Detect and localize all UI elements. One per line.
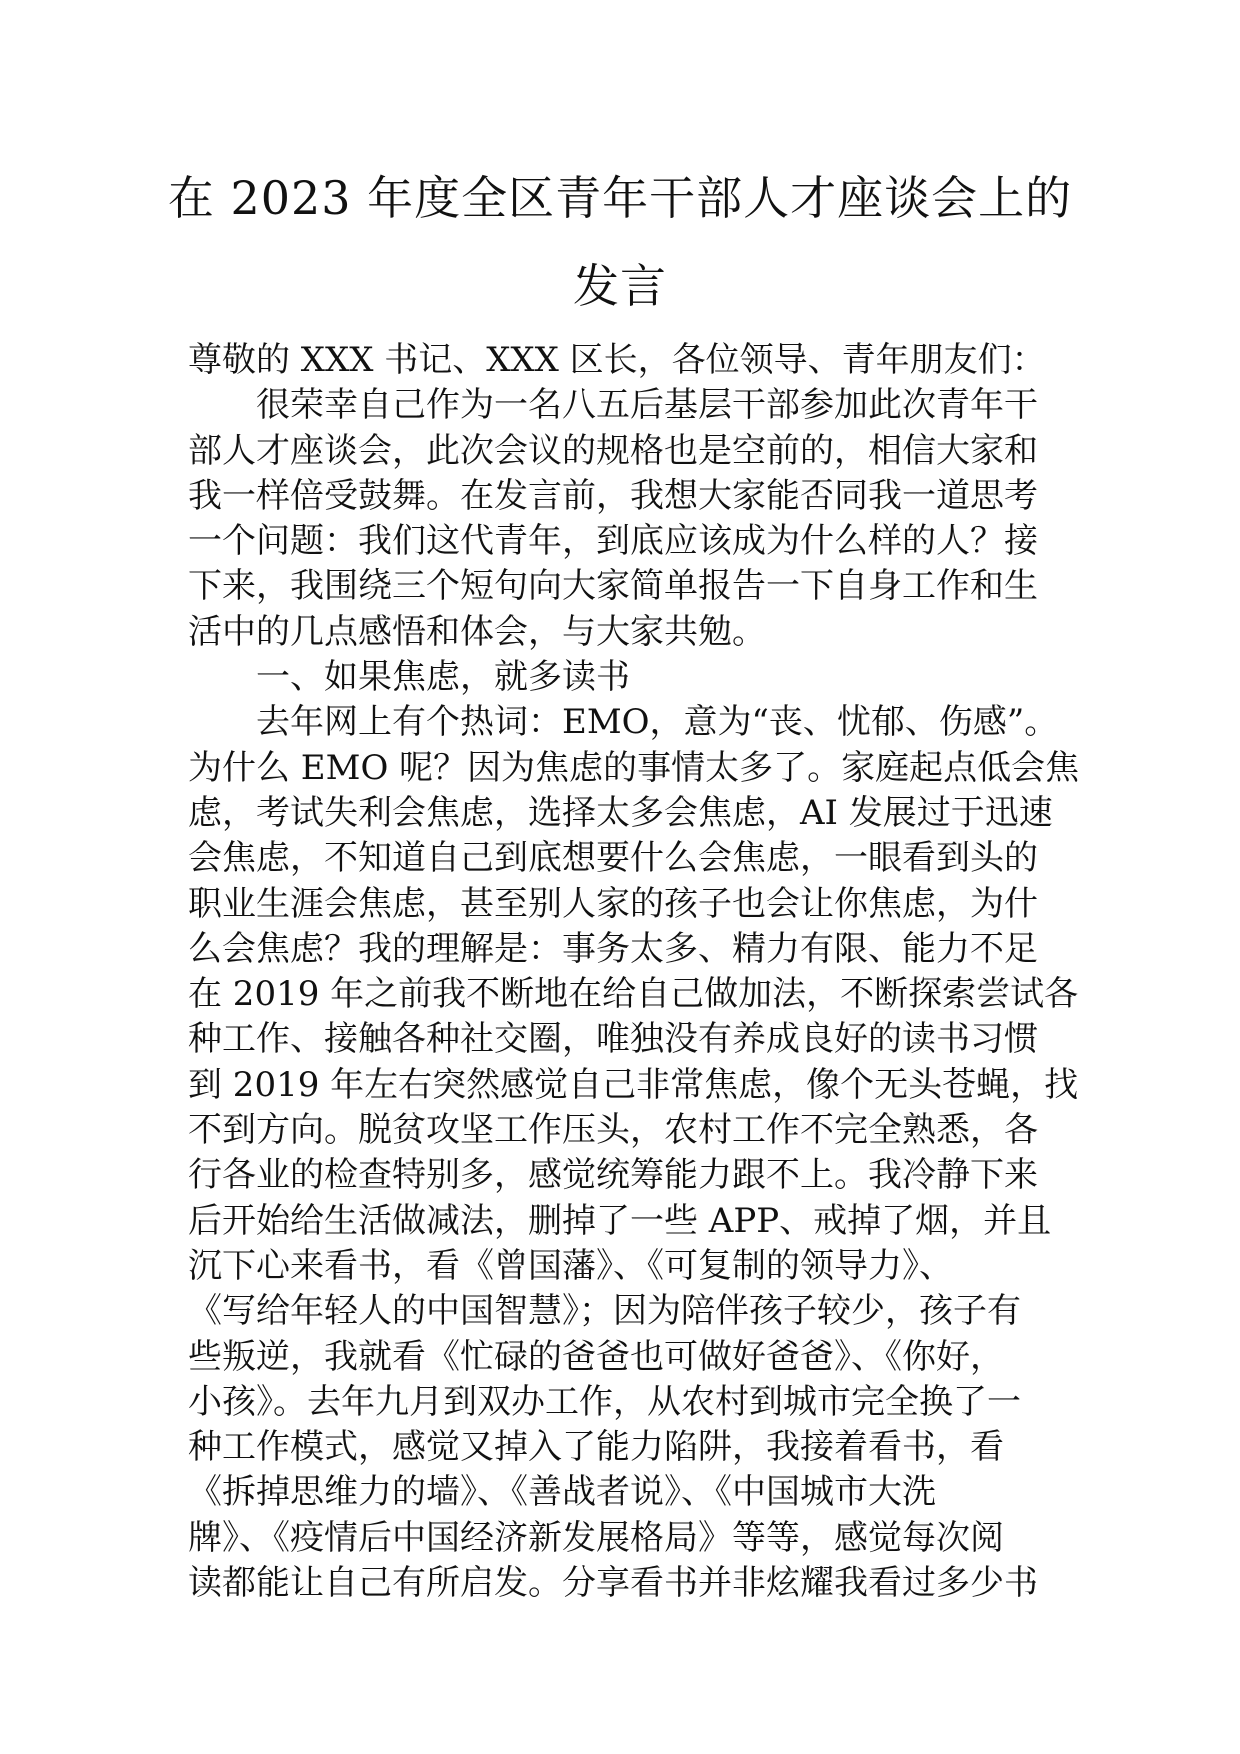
body-text-line: 行各业的检查特别多，感觉统筹能力跟不上。我冷静下来 [188,1155,1038,1196]
body-text-line: 不到方向。脱贫攻坚工作压头，农村工作不完全熟悉，各 [188,1110,1038,1151]
body-text-line: 去年网上有个热词：EMO，意为“丧、忧郁、伤感”。 [256,702,1059,743]
body-text-line: 些叛逆，我就看《忙碌的爸爸也可做好爸爸》、《你好， [188,1336,1004,1377]
section-heading: 一、如果焦虑，就多读书 [256,657,630,698]
body-text-line: 为什么 EMO 呢？因为焦虑的事情太多了。家庭起点低会焦 [188,747,1080,788]
body-text-line: 尊敬的 XXX 书记、XXX 区长，各位领导、青年朋友们： [188,340,1046,380]
body-text-line: 在 2019 年之前我不断地在给自己做加法，不断探索尝试各 [188,974,1079,1015]
body-text-line: 种工作、接触各种社交圈，唯独没有养成良好的读书习惯 [188,1019,1038,1060]
body-text-line: 下来，我围绕三个短句向大家简单报告一下自身工作和生 [188,566,1038,607]
body-text-line: 小孩》。去年九月到双办工作，从农村到城市完全换了一 [188,1381,1021,1422]
document-title-line-2: 发言 [573,259,667,313]
body-text-line: 会焦虑，不知道自己到底想要什么会焦虑，一眼看到头的 [188,838,1038,879]
document-body [188,338,1080,1606]
body-text-line: 到 2019 年左右突然感觉自己非常焦虑，像个无头苍蝇，找 [188,1064,1079,1105]
body-text-line: 很荣幸自己作为一名八五后基层干部参加此次青年干 [256,385,1038,426]
body-text-line: 读都能让自己有所启发。分享看书并非炫耀我看过多少书 [188,1563,1038,1604]
body-text-line: 职业生涯会焦虑，甚至别人家的孩子也会让你焦虑，为什 [188,883,1038,924]
body-text-line: 牌》、《疫情后中国经济新发展格局》等等，感觉每次阅 [188,1517,1004,1558]
body-text-line: 后开始给生活做减法，删掉了一些 APP、戒掉了烟，并且 [188,1200,1052,1241]
document-title-line-1: 在 2023 年度全区青年干部人才座谈会上的 [167,171,1073,225]
body-text-line: 么会焦虑？我的理解是：事务太多、精力有限、能力不足 [188,928,1038,969]
body-text-line: 《写给年轻人的中国智慧》；因为陪伴孩子较少，孩子有 [188,1291,1021,1332]
body-text-line: 一个问题：我们这代青年，到底应该成为什么样的人？接 [188,521,1038,562]
body-text-line: 部人才座谈会，此次会议的规格也是空前的，相信大家和 [188,430,1038,471]
body-text-line: 沉下心来看书，看《曾国藩》、《可复制的领导力》、 [188,1245,953,1286]
body-text-line: 种工作模式，感觉又掉入了能力陷阱，我接着看书，看 [188,1427,1004,1468]
body-text-line: 我一样倍受鼓舞。在发言前，我想大家能否同我一道思考 [188,475,1038,516]
body-text-line: 活中的几点感悟和体会，与大家共勉。 [188,611,766,652]
body-text-line: 《拆掉思维力的墙》、《善战者说》、《中国城市大洗 [188,1472,936,1513]
body-text-line: 虑，考试失利会焦虑，选择太多会焦虑，AI 发展过于迅速 [188,792,1053,833]
